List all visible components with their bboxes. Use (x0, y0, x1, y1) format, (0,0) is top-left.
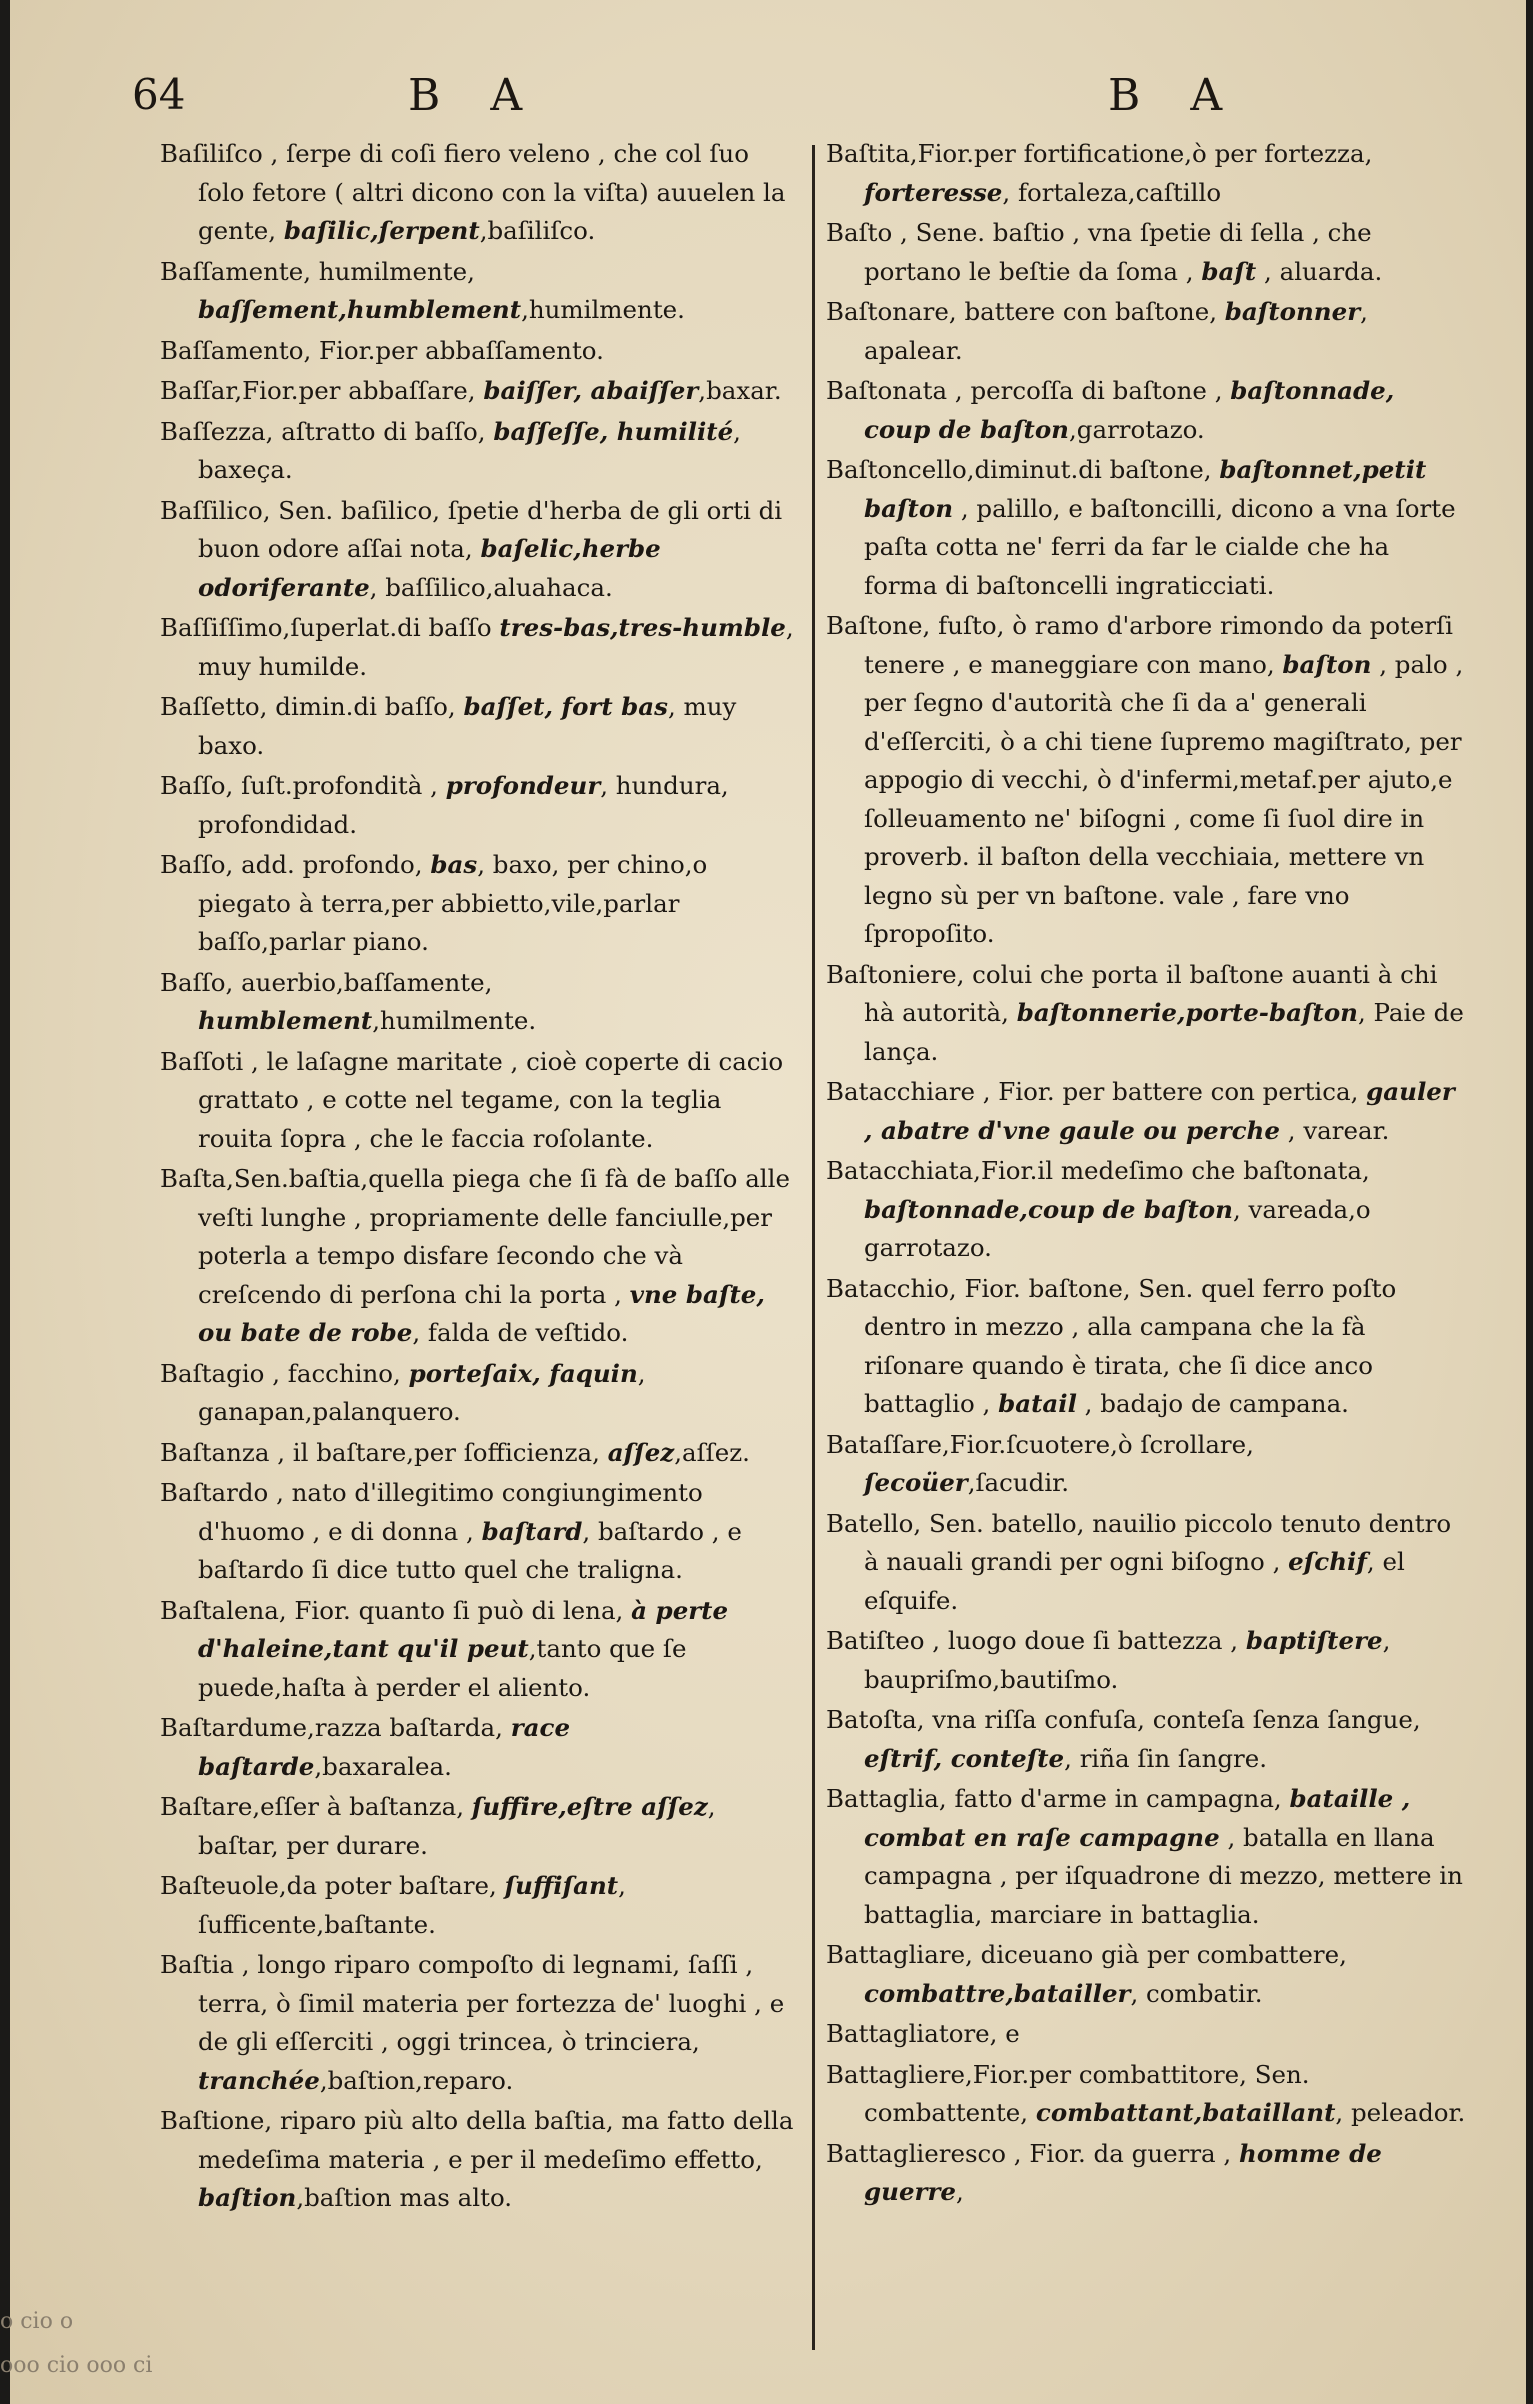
dictionary-entry (160, 372, 800, 411)
spanish-equivalent: ,baxar. (698, 376, 782, 405)
french-equivalent: eſchif (1288, 1547, 1367, 1576)
dictionary-entry (826, 1622, 1466, 1699)
french-equivalent: baſtonnet,petit baſton (864, 455, 1427, 523)
spanish-equivalent: , el eſquife. (864, 1547, 1405, 1615)
entry-text: Baſſamento, Fior.per abbaſſamento. (160, 335, 604, 365)
spanish-equivalent: ,baſtion,reparo. (319, 2065, 514, 2095)
dictionary-entry (826, 135, 1466, 212)
spanish-equivalent: , badajo de campana. (1076, 1389, 1349, 1418)
dictionary-entry (160, 609, 800, 686)
entry-text: Baſſamente, humilmente, (160, 256, 475, 286)
spanish-equivalent: , baxeça. (198, 416, 741, 484)
dictionary-page (10, 0, 1526, 2404)
entry-text: Baſſo, ſuſt.profondità , (160, 771, 438, 800)
page-number: 64 (132, 70, 186, 119)
dictionary-entry (160, 964, 800, 1041)
french-equivalent: baſt (1201, 256, 1257, 286)
spanish-equivalent: , (955, 2177, 964, 2206)
entry-text: Baſſar,Fior.per abbaſſare, (160, 376, 476, 405)
spanish-equivalent: , fortaleza,caſtillo (1002, 177, 1222, 207)
entry-text: Baſtoncello,diminut.di baſtone, (826, 455, 1212, 484)
spanish-equivalent: , baſſilico,aluahaca. (369, 572, 613, 602)
spanish-equivalent: ,baxaralea. (314, 1751, 452, 1781)
french-equivalent: baſſeſſe, humilité (493, 416, 734, 446)
french-equivalent: baſilic,ſerpent (283, 216, 480, 245)
french-equivalent: combattant,bataillant (1035, 2098, 1336, 2127)
entry-text: Baſtoniere, colui che porta il baſtone auanti à chi hà autorità, (826, 959, 1438, 1027)
dictionary-entry (826, 956, 1466, 1072)
entry-text: Baſſo, auerbio,baſſamente, (160, 967, 493, 997)
french-equivalent: baſſet, fort bas (463, 692, 668, 721)
dictionary-entry (160, 1592, 800, 1708)
french-equivalent: aſſez (607, 1437, 675, 1467)
spanish-equivalent: , vareada,o garrotazo. (864, 1194, 1371, 1262)
spanish-equivalent: , muy baxo. (198, 692, 737, 760)
entry-text: Baſtagio , facchino, (160, 1358, 401, 1388)
dictionary-entry (826, 214, 1466, 291)
entry-text: Baſtita,Fior.per fortificatione,ò per fortezza, (826, 139, 1373, 168)
french-equivalent: baſtard (481, 1516, 583, 1546)
entry-text: Battagliare, diceuano già per combattere, (826, 1940, 1347, 1969)
dictionary-entry (826, 1936, 1466, 2013)
dictionary-entry (826, 1270, 1466, 1424)
spanish-equivalent: ,humilmente. (521, 295, 685, 324)
french-equivalent: profondeur (445, 771, 601, 800)
spanish-equivalent: , Paie de lança. (864, 998, 1464, 1066)
french-equivalent: batail (998, 1389, 1077, 1418)
french-equivalent: à perte d'haleine,tant qu'il peut (198, 1595, 729, 1663)
spanish-equivalent: , ſufficente,baſtante. (198, 1871, 626, 1939)
left-column (160, 135, 800, 2220)
dictionary-entry (826, 1073, 1466, 1150)
dictionary-entry (160, 1434, 800, 1473)
french-equivalent: forteresse (864, 177, 1003, 207)
french-equivalent: homme de guerre (864, 2138, 1382, 2206)
french-equivalent: gauler , abatre d'vne gaule ou perche (864, 1077, 1455, 1145)
spanish-equivalent: , falda de veſtido. (412, 1318, 629, 1347)
french-equivalent: baſtonnerie,porte-baſton (1016, 998, 1358, 1027)
french-equivalent: race baſtarde (198, 1713, 571, 1781)
spanish-equivalent: , hundura, profondidad. (198, 771, 729, 839)
dictionary-entry (160, 1788, 800, 1865)
entry-text: Baſſetto, dimin.di baſſo, (160, 692, 456, 721)
french-equivalent: bataille , combat en raſe campagne (864, 1784, 1411, 1852)
dictionary-entry (160, 1160, 800, 1353)
french-equivalent: baſſement,humblement (198, 295, 522, 324)
dictionary-entry (160, 1709, 800, 1786)
french-equivalent: ſuffiſant (504, 1871, 619, 1900)
edge-bleed-line: ooo cio ooo ci (0, 2353, 153, 2378)
spanish-equivalent: ,baſiliſco. (479, 216, 596, 245)
dictionary-entry (160, 2102, 800, 2218)
spanish-equivalent: ,baſtion mas alto. (296, 2183, 513, 2212)
french-equivalent: baſtonnade, coup de baſton (864, 376, 1395, 444)
entry-text: Batoſta, vna riſſa confuſa, conteſa ſenza ſangue, (826, 1705, 1421, 1734)
french-equivalent: tranchée (198, 2065, 320, 2095)
dictionary-entry (160, 413, 800, 490)
entry-text: Baſſiſſimo,ſuperlat.di baſſo (160, 613, 492, 642)
french-equivalent: combattre,batailler (864, 1978, 1131, 2008)
entry-text: Battagliere,Fior.per combattitore, Sen. combattente, (826, 2059, 1310, 2127)
french-equivalent: ſuffire,eſtre aſſez (471, 1792, 708, 1821)
spanish-equivalent: , ganapan,palanquero. (198, 1358, 646, 1426)
dictionary-entry (160, 1867, 800, 1944)
dictionary-entry (160, 1355, 800, 1432)
entry-text: Batacchiare , Fior. per battere con pertica, (826, 1077, 1359, 1106)
dictionary-entry (160, 1474, 800, 1590)
column-divider (812, 145, 815, 2350)
entry-text: Baſtanza , il baſtare,per ſofficienza, (160, 1437, 600, 1467)
spanish-equivalent: , palo , per ſegno d'autorità che ſi da a' generali d'eſſerciti, ò a chi tiene ſupremo magiſtrato, per appogio di vecchi, ò d'infermi,metaf.per ajuto,e ſolleuamento ne' biſogni , come ſi ſuol dire in proverb. il baſton della vecchiaia, mettere vn legno sù per vn baſtone. vale , fare vno ſpropoſito. (864, 649, 1464, 948)
dictionary-entry (160, 767, 800, 844)
spanish-equivalent: , baſtardo , e baſtardo ſi dice tutto quel che traligna. (198, 1516, 742, 1584)
entry-text: Battaglieresco , Fior. da guerra , (826, 2138, 1232, 2168)
entry-text: Baſtalena, Fior. quanto ſi può di lena, (160, 1595, 624, 1625)
running-head-right: B A (1108, 70, 1241, 121)
spanish-equivalent: ,humilmente. (372, 1006, 537, 1035)
dictionary-entry (826, 1426, 1466, 1503)
dictionary-entry (826, 1780, 1466, 1934)
dictionary-entry (826, 1701, 1466, 1778)
dictionary-entry (826, 1152, 1466, 1268)
entry-text: Baſiliſco , ſerpe di coſi fiero veleno , che col ſuo ſolo fetore ( altri dicono con la viſta) auuelen la gente, (160, 139, 786, 245)
french-equivalent: baſtonner (1224, 297, 1361, 326)
dictionary-entry (826, 372, 1466, 449)
dictionary-entry (826, 1505, 1466, 1621)
running-head-left: B A (408, 70, 541, 121)
dictionary-entry (160, 688, 800, 765)
spanish-equivalent: , muy humilde. (198, 613, 794, 681)
spanish-equivalent: ,garrotazo. (1069, 414, 1205, 444)
entry-text: Baſtare,eſſer à baſtanza, (160, 1792, 465, 1821)
entry-text: Batello, Sen. batello, nauilio piccolo tenuto dentro à nauali grandi per ogni biſogno , (826, 1508, 1452, 1576)
french-equivalent: baptiſtere (1245, 1626, 1383, 1655)
dictionary-entry (826, 451, 1466, 605)
french-equivalent: tres-bas,tres-humble (499, 613, 786, 642)
spanish-equivalent: , varear. (1279, 1115, 1390, 1145)
dictionary-entry (160, 253, 800, 330)
french-equivalent: ſecoüer (864, 1468, 968, 1497)
spanish-equivalent: , palillo, e baſtoncilli, dicono a vna ſorte paſta cotta ne' ferri da far le cialde che ha forma di baſtoncelli ingraticciati. (864, 493, 1456, 600)
dictionary-entry (826, 2135, 1466, 2212)
entry-text: Baſſezza, aſtratto di baſſo, (160, 416, 486, 446)
entry-text: Baſtardo , nato d'illegitimo congiungimento d'huomo , e di donna , (160, 1478, 703, 1546)
entry-text: Baſtardume,razza baſtarda, (160, 1713, 503, 1742)
french-equivalent: baſtonnade,coup de baſton (864, 1194, 1233, 1224)
dictionary-entry (160, 492, 800, 608)
dictionary-entry (826, 607, 1466, 954)
entry-text: Baſtonata , percoſſa di baſtone , (826, 376, 1223, 405)
spanish-equivalent: , baſtar, per durare. (198, 1792, 716, 1860)
dictionary-entry (826, 2015, 1466, 2054)
spanish-equivalent: , apalear. (864, 297, 1368, 365)
spanish-equivalent: , combatir. (1130, 1978, 1263, 2008)
spanish-equivalent: , baxo, per chino,o piegato à terra,per abbietto,vile,parlar baſſo,parlar piano. (198, 850, 708, 956)
entry-text: Batacchio, Fior. baſtone, Sen. quel ferro poſto dentro in mezzo , alla campana che la fà riſonare quando è tirata, che ſi dice anco battaglio , (826, 1273, 1397, 1418)
entry-text: Bataſſare,Fior.ſcuotere,ò ſcrollare, (826, 1429, 1254, 1459)
dictionary-entry (160, 846, 800, 962)
french-equivalent: porteſaix, faquin (408, 1358, 638, 1388)
spanish-equivalent: , batalla en llana campagna , per iſquadrone di mezzo, mettere in battaglia, marciare in battaglia. (864, 1822, 1463, 1929)
french-equivalent: baſelic,herbe odoriferante (198, 534, 661, 602)
entry-text: Baſtione, riparo più alto della baſtia, ma fatto della medeſima materia , e per il medeſimo effetto, (160, 2106, 794, 2174)
dictionary-entry (826, 2056, 1466, 2133)
edge-bleed-line: o cio o (0, 2309, 74, 2334)
spanish-equivalent: , baupriſmo,bautiſmo. (864, 1626, 1391, 1694)
french-equivalent: vne baſte, ou bate de robe (198, 1279, 765, 1347)
dictionary-entry (160, 332, 800, 371)
entry-text: Batiſteo , luogo doue ſi battezza , (826, 1626, 1239, 1655)
dictionary-entry (160, 1946, 800, 2100)
entry-text: Baſtone, fuſto, ò ramo d'arbore rimondo da poterſi tenere , e maneggiare con mano, (826, 611, 1454, 679)
spanish-equivalent: , aluarda. (1256, 256, 1383, 286)
entry-text: Baſta,Sen.baſtia,quella piega che ſi fà de baſſo alle veſti lunghe , propriamente delle fanciulle,per poterla a tempo disfare ſecondo che và creſcendo di perſona chi la porta , (160, 1164, 790, 1309)
french-equivalent: bas (430, 850, 478, 879)
entry-text: Baſto , Sene. baſtio , vna ſpetie di ſella , che portano le beſtie da ſoma , (826, 218, 1372, 286)
dictionary-entry (160, 1043, 800, 1159)
french-equivalent: baſton (1282, 649, 1372, 679)
french-equivalent: baiſſer, abaiſſer (483, 376, 699, 405)
right-column (826, 135, 1466, 2214)
entry-text: Baſteuole,da poter baſtare, (160, 1871, 497, 1900)
entry-text: Baſtonare, battere con baſtone, (826, 297, 1217, 326)
dictionary-entry (160, 135, 800, 251)
spanish-equivalent: , riña ſin ſangre. (1064, 1743, 1268, 1773)
entry-text: Baſſilico, Sen. baſilico, ſpetie d'herba de gli orti di buon odore aſſai nota, (160, 495, 783, 563)
entry-text: Batacchiata,Fior.il medeſimo che baſtonata, (826, 1156, 1370, 1185)
dictionary-entry (826, 293, 1466, 370)
french-equivalent: baſtion (198, 2183, 297, 2212)
entry-text: Battagliatore, e (826, 2019, 1020, 2048)
spanish-equivalent: ,ſacudir. (967, 1468, 1069, 1497)
spanish-equivalent: , peleador. (1335, 2098, 1466, 2127)
entry-text: Battaglia, fatto d'arme in campagna, (826, 1784, 1282, 1813)
entry-text: Baſtia , longo riparo compoſto di legnami, ſaſſi , terra, ò ſimil materia per fortezza de' luoghi , e de gli eſſerciti , oggi trincea, ò trinciera, (160, 1950, 785, 2056)
entry-text: Baſſo, add. profondo, (160, 850, 423, 879)
edge-bleed-text (0, 2300, 152, 2388)
spanish-equivalent: ,aſſez. (674, 1437, 750, 1467)
french-equivalent: eſtrif, conteſte (864, 1743, 1065, 1773)
french-equivalent: humblement (198, 1006, 373, 1035)
entry-text: Baſſoti , le laſagne maritate , cioè coperte di cacio grattato , e cotte nel tegame, con la teglia rouita ſopra , che le faccia roſolante. (160, 1046, 784, 1153)
spanish-equivalent: ,tanto que ſe puede,haſta à perder el aliento. (198, 1634, 687, 1702)
